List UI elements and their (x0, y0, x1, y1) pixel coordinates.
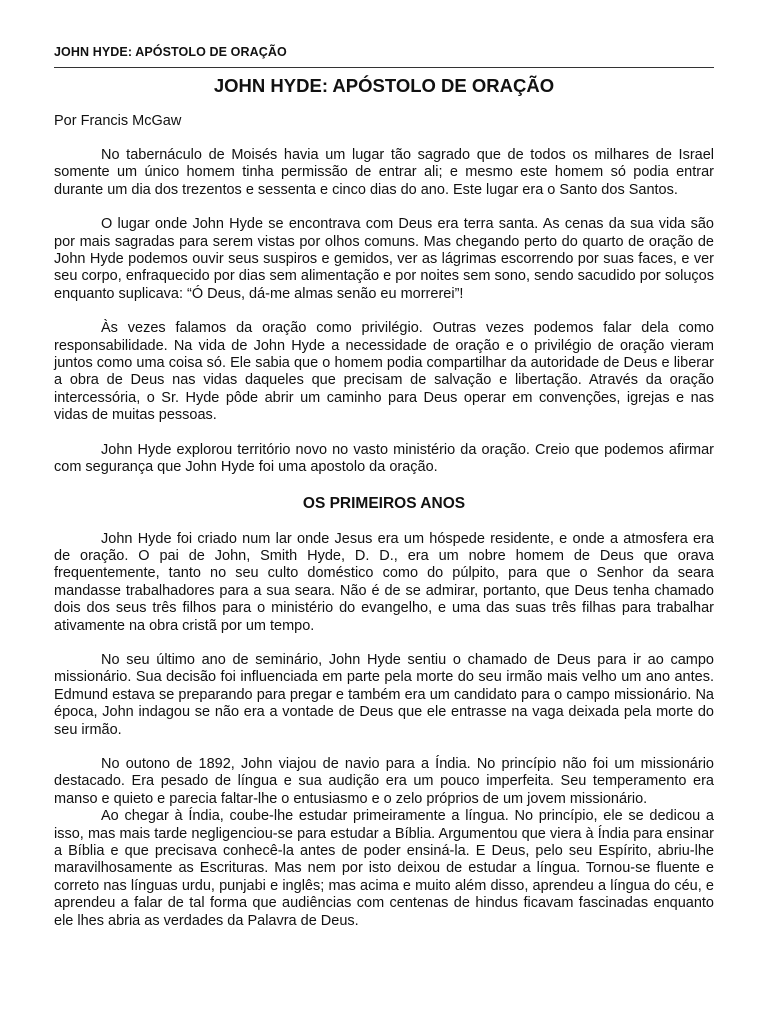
paragraph-tabernacle: No tabernáculo de Moisés havia um lugar tão sagrado que de todos os milhares de Israel somente um único homem tinha permissão de entrar ali; e mesmo este homem só podia entrar durante um dia dos trezentos e sessenta e cinco dias do ano. Este lugar era o Santo dos Santos. (54, 147, 714, 198)
paragraph-holy-ground: O lugar onde John Hyde se encontrava com Deus era terra santa. As cenas da sua vida são por mais sagradas para serem vistas por olhos comuns. Mas chegando perto do quarto de oração de John Hyde podemos ouvir seus suspiros e gemidos, ver as lágrimas escorrendo por suas faces, e ver seu corpo, enfraquecido por dias sem alimentação e por noites sem sono, sendo sacudido por soluços enquanto suplicava: “Ó Deus, dá-me almas senão eu morrerei”! (54, 216, 714, 302)
author-line: Por Francis McGaw (54, 113, 182, 129)
paragraph-language-study: Ao chegar à Índia, coube-lhe estudar primeiramente a língua. No princípio, ele se dedicou a isso, mas mais tarde negligenciou-se para estudar a Bíblia. Argumentou que viera à Índia para ensinar a Bíblia e que precisava conhecê-la antes de poder ensiná-la. E Deus, pelo seu Espírito, abriu-lhe maravilhosamente as Escrituras. Mas nem por isto deixou de estudar a língua. Tornou-se fluente e correto nas línguas urdu, punjabi e inglês; mas acima e muito além disso, aprendeu a língua do céu, e aprendeu a falar de tal forma que audiências com centenas de hindus ficavam fascinadas enquanto ele lhes abria as verdades da Palavra de Deus. (54, 808, 714, 929)
header-rule (54, 67, 714, 68)
paragraph-apostle: John Hyde explorou território novo no vasto ministério da oração. Creio que podemos afirmar com segurança que John Hyde foi uma apostolo da oração. (54, 441, 714, 476)
paragraph-india-voyage: No outono de 1892, John viajou de navio para a Índia. No princípio não foi um missionário destacado. Era pesado de língua e sua audição era um pouco imperfeita. Seu temperamento era manso e quieto e parecia faltar-lhe o entusiasmo e o zelo próprios de um jovem missionário. (54, 755, 714, 807)
paragraph-upbringing: John Hyde foi criado num lar onde Jesus era um hóspede residente, e onde a atmosfera era de oração. O pai de John, Smith Hyde, D. D., era um nobre homem de Deus que orava frequentemente, tanto no seu culto doméstico como do púlpito, para que o Senhor da seara mandasse trabalhadores para a sua seara. Não é de se admirar, portanto, que Deus tenha chamado dois dos seus três filhos para o ministério do evangelho, e uma das suas três filhas para trabalhar ativamente na obra cristã por um tempo. (54, 530, 714, 634)
document-title: JOHN HYDE: APÓSTOLO DE ORAÇÃO (213, 75, 555, 96)
running-header: JOHN HYDE: APÓSTOLO DE ORAÇÃO (54, 45, 287, 59)
paragraph-privilege: Às vezes falamos da oração como privilégio. Outras vezes podemos falar dela como responsabilidade. Na vida de John Hyde a necessidade de oração e o privilégio de oração vieram juntos como uma coisa só. Ele sabia que o homem podia compartilhar da autoridade de Deus e liberar a obra de Deus nas vidas daqueles que precisam de salvação e libertação. Através da oração intercessória, o Sr. Hyde pôde abrir um caminho para Deus operar em convenções, igrejas e nas vidas de muitas pessoas. (54, 320, 714, 424)
section-heading: OS PRIMEIROS ANOS (302, 494, 466, 512)
paragraph-seminary: No seu último ano de seminário, John Hyde sentiu o chamado de Deus para ir ao campo missionário. Sua decisão foi influenciada em parte pela morte do seu irmão mais velho um ano antes. Edmund estava se preparando para pregar e também era um candidato para o campo missionário. Na época, John indagou se não era a vontade de Deus que ele entrasse na vaga deixada pela morte do seu irmão. (54, 651, 714, 738)
